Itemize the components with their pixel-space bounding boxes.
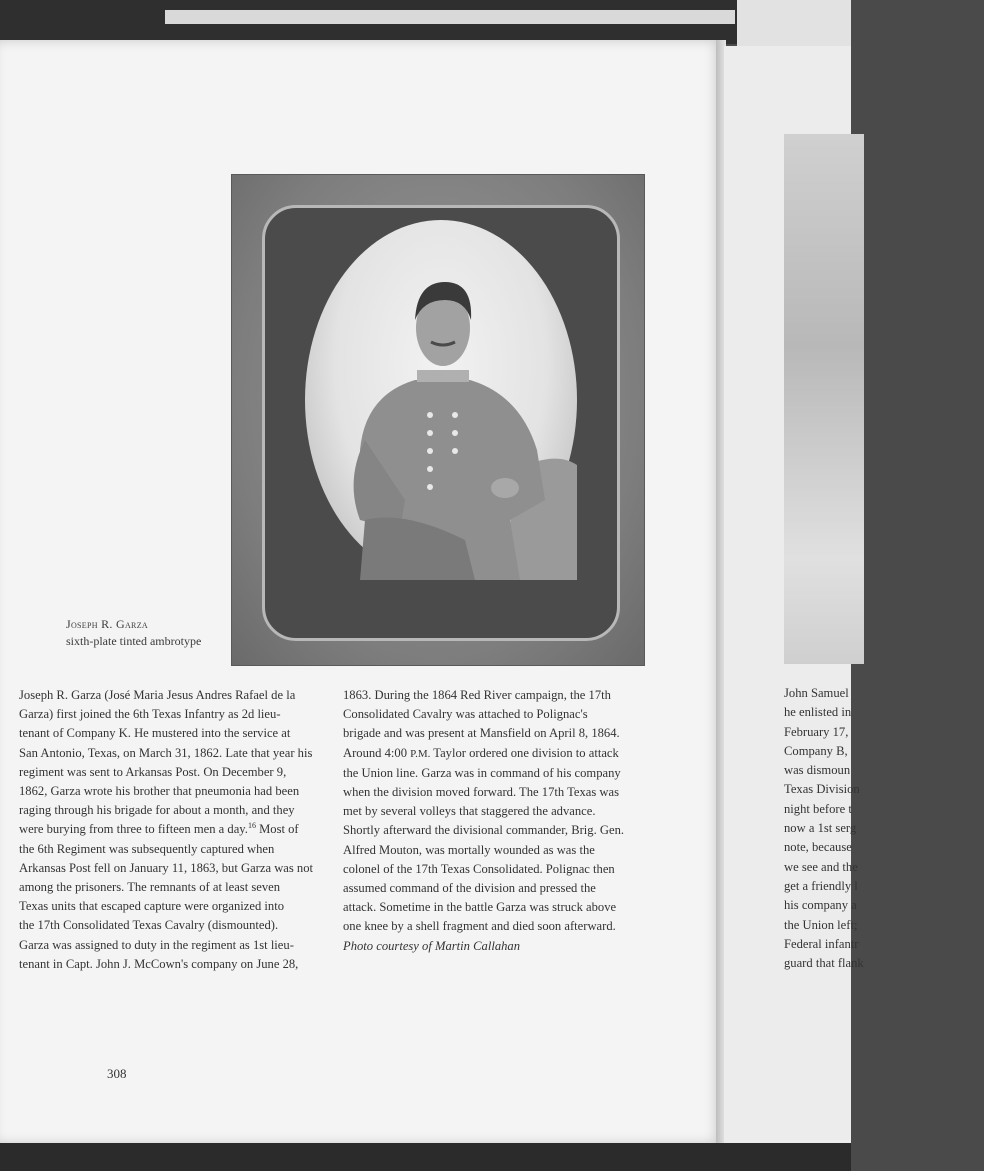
text-line: 1863. During the 1864 Red River campaign, the 17th <box>343 688 611 702</box>
soldier-portrait-icon <box>305 220 577 580</box>
caption-name: Joseph R. Garza <box>66 617 148 631</box>
book-edge-highlight <box>165 10 735 24</box>
text-line: raging through his brigade for about a month, and they <box>19 803 295 818</box>
text-line: colonel of the 17th Texas Consolidated. Polignac then <box>343 861 615 876</box>
text-line: the 17th Consolidated Texas Cavalry (dismounted). <box>19 918 279 933</box>
facing-page-photo <box>784 134 864 664</box>
text-line: tenant of Company K. He mustered into the service at <box>19 726 291 741</box>
page-number: 308 <box>107 1066 127 1081</box>
facing-page-text <box>784 684 984 973</box>
text-fragment: were burying from three to fifteen men a day. <box>19 822 248 837</box>
text-line-with-time <box>343 744 643 764</box>
text-line: night before t <box>784 801 852 816</box>
text-line: now a 1st serg <box>784 821 857 836</box>
text-line-with-footnote <box>19 820 319 839</box>
text-line: one knee by a shell fragment and died soon afterward. <box>343 919 616 934</box>
footnote-marker: 16 <box>247 821 256 831</box>
text-line: was dismoun <box>784 763 851 778</box>
text-line: brigade and was present at Mansfield on April 8, 1864. <box>343 726 620 741</box>
scan-top-edge <box>0 0 851 44</box>
text-line: attack. Sometime in the battle Garza was struck above <box>343 900 617 915</box>
text-line: the 6th Regiment was subsequently captured when <box>19 841 275 856</box>
text-line: Garza) first joined the 6th Texas Infantry as 2d lieu- <box>19 707 281 722</box>
text-line: tenant in Capt. John J. McCown's company on June 28, <box>19 956 299 971</box>
text-column-left <box>19 686 319 974</box>
text-line: guard that flank <box>784 956 864 971</box>
text-line: San Antonio, Texas, on March 31, 1862. Late that year his <box>19 745 313 760</box>
text-line: 1862, Garza wrote his brother that pneumonia had been <box>19 784 300 799</box>
text-fragment: Around 4:00 <box>343 745 411 760</box>
text-line: Texas units that escaped capture were organized into <box>19 899 284 914</box>
text-line: met by several volleys that staggered the advance. <box>343 804 596 819</box>
text-fragment: Most of <box>259 822 299 837</box>
text-line: get a friendly l <box>784 878 858 893</box>
text-line: Joseph R. Garza (José Maria Jesus Andres Rafael de la <box>19 688 296 702</box>
left-page <box>0 40 722 1144</box>
portrait-oval <box>305 220 577 580</box>
text-line: when the division moved forward. The 17th Texas was <box>343 785 620 800</box>
text-fragment: Taylor ordered one division to attack <box>430 745 619 760</box>
text-line: Arkansas Post fell on January 11, 1863, but Garza was not <box>19 860 314 875</box>
text-line: we see and the <box>784 859 858 874</box>
photo-mat <box>262 205 620 641</box>
text-line: Federal infantr <box>784 936 859 951</box>
scan-corner <box>737 0 851 46</box>
text-line: his company a <box>784 898 857 913</box>
text-line: Consolidated Cavalry was attached to Polignac's <box>343 707 588 722</box>
photo-caption <box>66 616 201 650</box>
ambrotype-photo <box>231 174 645 666</box>
caption-medium: sixth-plate tinted ambrotype <box>66 634 202 648</box>
scan-bottom-edge <box>0 1143 851 1171</box>
text-line: Shortly afterward the divisional commander, Brig. Gen. <box>343 823 625 838</box>
text-column-right <box>343 686 643 956</box>
text-line: regiment was sent to Arkansas Post. On December 9, <box>19 764 287 779</box>
text-line: Alfred Mouton, was mortally wounded as was the <box>343 842 595 857</box>
text-line: assumed command of the division and pressed the <box>343 881 596 896</box>
text-line: Texas Division <box>784 782 860 797</box>
text-line: he enlisted in <box>784 705 852 720</box>
text-line: Company B, <box>784 743 848 758</box>
text-line: note, because <box>784 840 852 855</box>
photo-credit: Photo courtesy of Martin Callahan <box>343 938 521 953</box>
text-line: February 17, <box>784 724 849 739</box>
text-line: the Union left; <box>784 917 858 932</box>
facing-page <box>724 46 864 1146</box>
text-line: the Union line. Garza was in command of his company <box>343 765 621 780</box>
text-line: John Samuel <box>784 686 849 700</box>
text-line: Garza was assigned to duty in the regiment as 1st lieu- <box>19 937 294 952</box>
time-pm: P.M. <box>410 747 431 760</box>
text-line: among the prisoners. The remnants of at least seven <box>19 880 281 895</box>
